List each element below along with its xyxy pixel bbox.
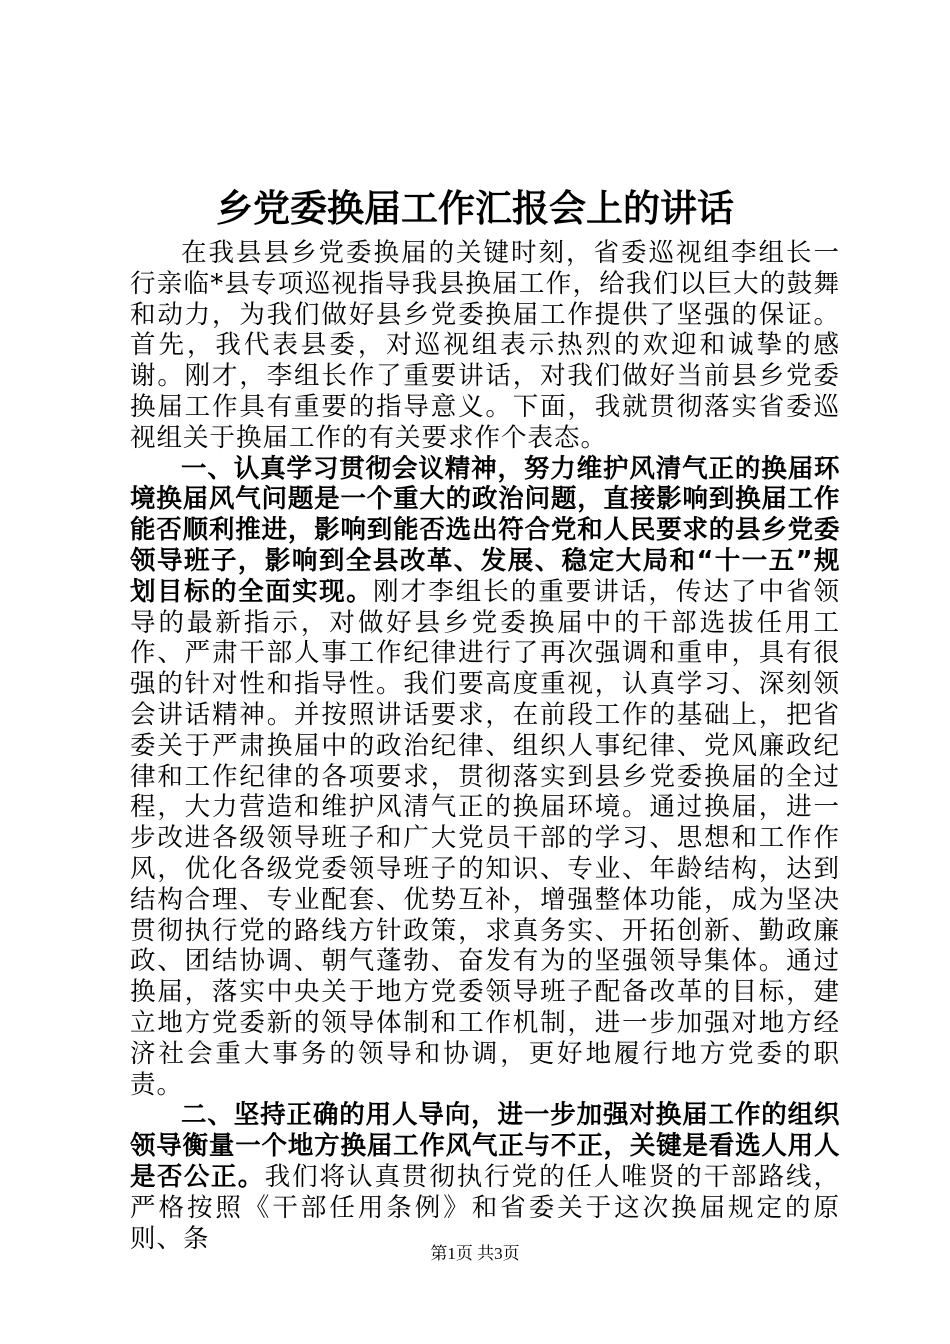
document-title: 乡党委换届工作汇报会上的讲话 [216,187,734,230]
document-body [130,238,840,1254]
paragraph-section-2 [130,1100,840,1254]
paragraph-text: 在我县县乡党委换届的关键时刻，省委巡视组李组长一行亲临*县专项巡视指导我县换届工作，给我们以巨大的鼓舞和动力，为我们做好县乡党委换届工作提供了坚强的保证。首先，我代表县委，对巡视组表示热烈的欢迎和诚挚的感谢。刚才，李组长作了重要讲话，对我们做好当前县乡党委换届工作具有重要的指导意义。下面，我就贯彻落实省委巡视组关于换届工作的有关要求作个表态。 [130,238,840,453]
paragraph-section-1 [130,454,840,1101]
section-heading: 一、认真学习贯彻会议精神，努力维护风清气正的换届环境换届风气问题是一个重大的政治问题，直接影响到换届工作能否顺利推进，影响到能否选出符合党和人民要求的县乡党委领导班子，影响到全县改革、发展、稳定大局和“十一五”规划目标的全面实现。 [130,453,840,607]
page-footer: 第1页 共3页 [430,1244,520,1263]
section-heading: 二、坚持正确的用人导向，进一步加强对换届工作的组织领导衡量一个地方换届工作风气正与不正，关键是看选人用人是否公正。 [130,1100,840,1192]
paragraph-intro [130,238,840,454]
paragraph-text: 我们将认真贯彻执行党的任人唯贤的干部路线，严格按照《干部任用条例》和省委关于这次换届规定的原则、条 [130,1161,840,1254]
paragraph-text: 刚才李组长的重要讲话，传达了中省领导的最新指示，对做好县乡党委换届中的干部选拔任用工作、严肃干部人事工作纪律进行了再次强调和重申，具有很强的针对性和指导性。我们要高度重视，认真学习、深刻领会讲话精神。并按照讲话要求，在前段工作的基础上，把省委关于严肃换届中的政治纪律、组织人事纪律、党风廉政纪律和工作纪律的各项要求，贯彻落实到县乡党委换届的全过程，大力营造和维护风清气正的换届环境。通过换届，进一步改进各级领导班子和广大党员干部的学习、思想和工作作风，优化各级党委领导班子的知识、专业、年龄结构，达到结构合理、专业配套、优势互补，增强整体功能，成为坚决贯彻执行党的路线方针政策，求真务实、开拓创新、勤政廉政、团结协调、朝气蓬勃、奋发有为的坚强领导集体。通过换届，落实中央关于地方党委领导班子配备改革的目标，建立地方党委新的领导体制和工作机制，进一步加强对地方经济社会重大事务的领导和协调，更好地履行地方党委的职责。 [130,576,840,1100]
